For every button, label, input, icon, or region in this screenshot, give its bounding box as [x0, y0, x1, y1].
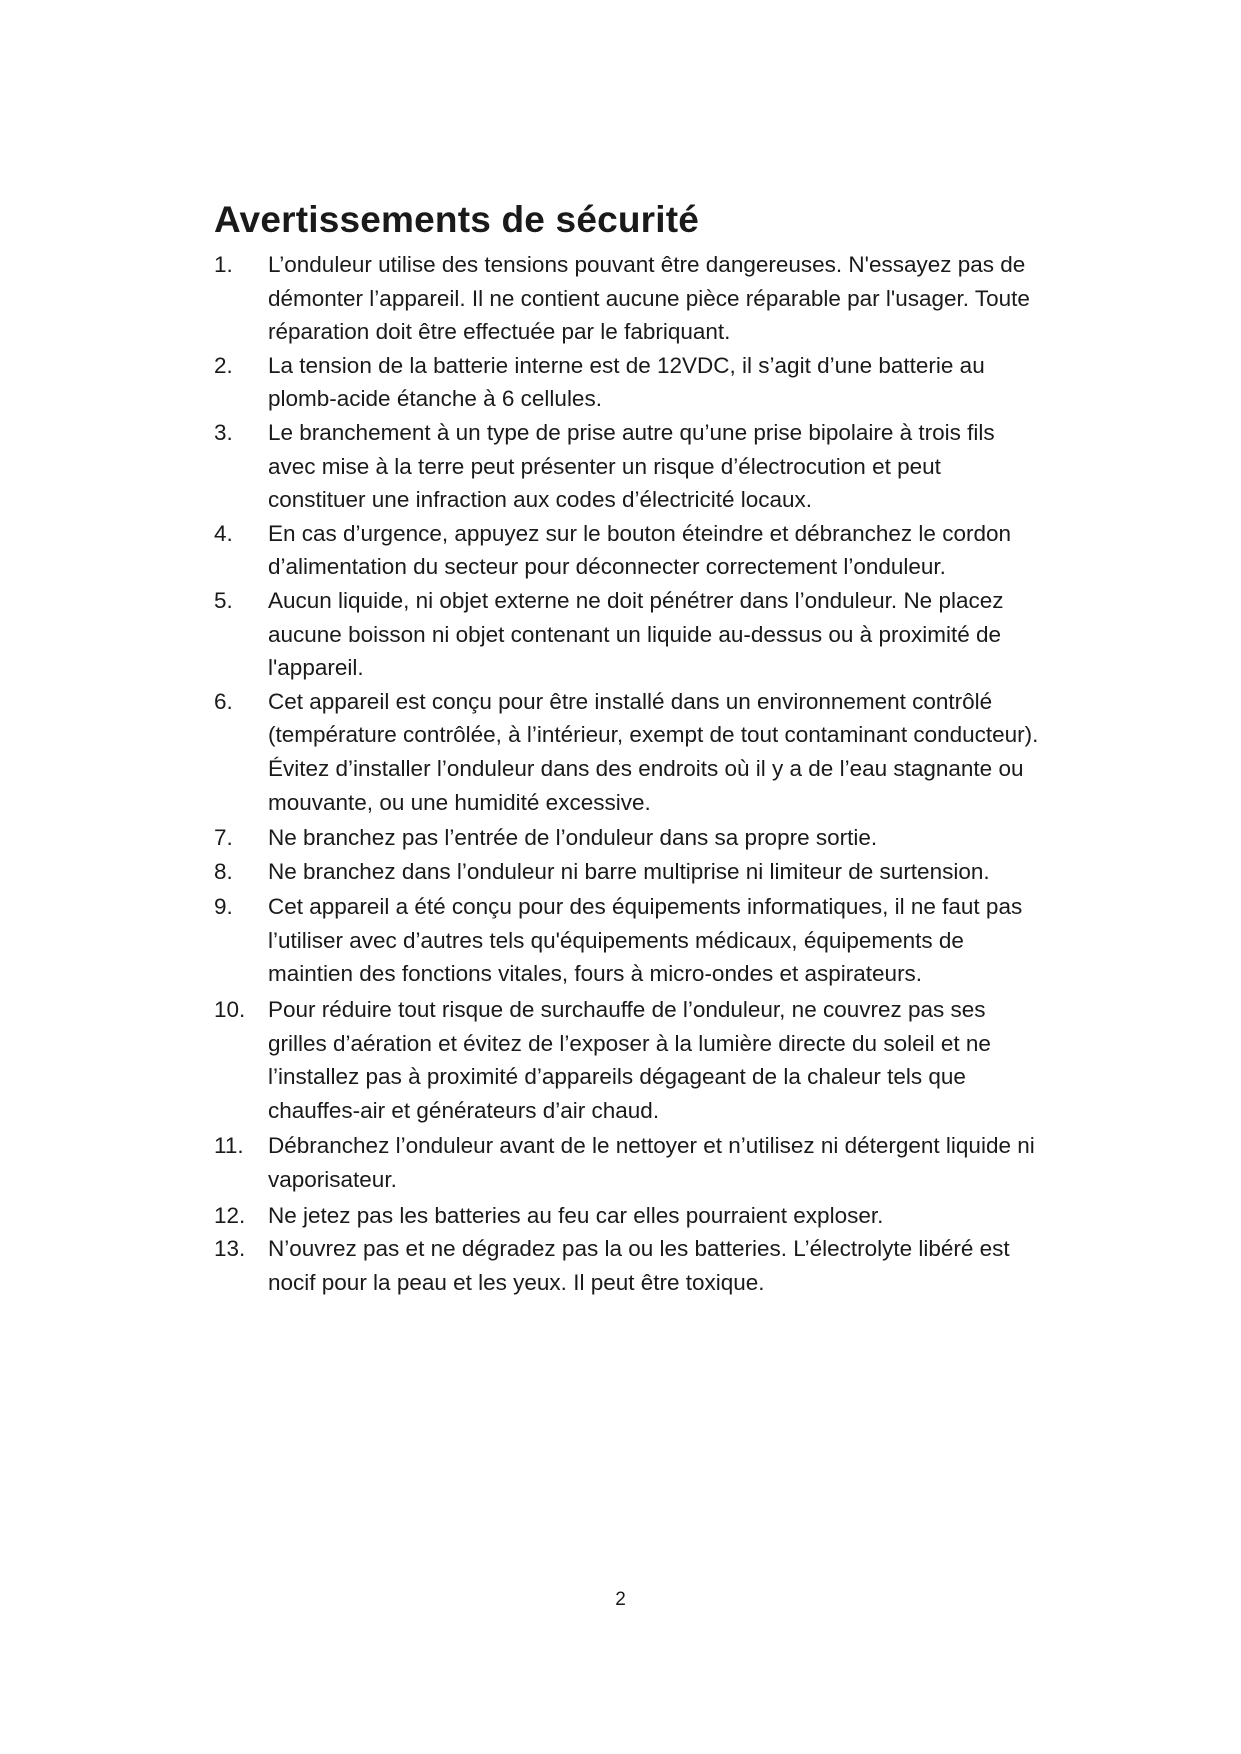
- list-item-text: Aucun liquide, ni objet externe ne doit pénétrer dans l’onduleur. Ne placez aucune boisson ni objet contenant un liquide au-dessus ou à proximité de l'appareil.: [268, 587, 1004, 681]
- list-item-text: Ne branchez pas l’entrée de l’onduleur dans sa propre sortie.: [268, 825, 878, 851]
- list-item: [214, 993, 1044, 1127]
- list-item-text: Ne jetez pas les batteries au feu car elles pourraient exploser.: [268, 1202, 884, 1228]
- list-item-number: 10.: [214, 997, 246, 1023]
- list-item: [214, 1129, 1044, 1196]
- list-item-number: 1.: [214, 252, 233, 277]
- list-item-text: Le branchement à un type de prise autre qu’une prise bipolaire à trois fils avec mise à la terre peut présenter un risque d’électrocution et peut constituer une infraction aux codes d’électricité locaux.: [268, 419, 995, 513]
- list-item-text: Débranchez l’onduleur avant de le nettoyer et n’utilisez ni détergent liquide ni vaporisateur.: [268, 1133, 1035, 1193]
- list-item: [214, 416, 1044, 517]
- list-item-number: 13.: [214, 1236, 246, 1262]
- list-item-number: 11.: [214, 1133, 244, 1159]
- list-item-number: 12.: [214, 1202, 246, 1228]
- list-item-text: Ne branchez dans l’onduleur ni barre multiprise ni limiteur de surtension.: [268, 858, 990, 884]
- page-content: [214, 196, 1044, 1299]
- safety-warnings-list: [214, 248, 1044, 1299]
- list-item: [214, 890, 1044, 991]
- list-item-text: N’ouvrez pas et ne dégradez pas la ou les batteries. L’électrolyte libéré est nocif pour la peau et les yeux. Il peut être toxique.: [268, 1236, 1010, 1295]
- list-item: [214, 1199, 1044, 1233]
- list-item-text: Cet appareil a été conçu pour des équipements informatiques, il ne faut pas l’utiliser avec d’autres tels qu'équipements médicaux, équipements de maintien des fonctions vitales, fours à micro-ondes et aspirateurs.: [268, 894, 1023, 987]
- list-item: [214, 1232, 1044, 1299]
- list-item-number: 2.: [214, 352, 233, 378]
- list-item: [214, 248, 1044, 349]
- list-item-number: 8.: [214, 858, 233, 884]
- list-item-text: En cas d’urgence, appuyez sur le bouton éteindre et débranchez le cordon d’alimentation du secteur pour déconnecter correctement l’onduleur.: [268, 520, 1011, 580]
- list-item: [214, 821, 1044, 855]
- page-number: 2: [615, 1589, 626, 1610]
- list-item: [214, 349, 1044, 416]
- list-item-number: 3.: [214, 419, 233, 445]
- list-item-number: 4.: [214, 520, 233, 546]
- list-item-number: 5.: [214, 587, 233, 613]
- list-item-text: La tension de la batterie interne est de 12VDC, il s’agit d’une batterie au plomb-acide étanche à 6 cellules.: [268, 352, 985, 412]
- list-item-text: Cet appareil est conçu pour être installé dans un environnement contrôlé (température contrôlée, à l’intérieur, exempt de tout contaminant conducteur). Évitez d’installer l’onduleur dans des endroits où il y a de l’eau stagnante ou mouvante, ou une humidité excessive.: [268, 688, 1039, 815]
- list-item-number: 7.: [214, 825, 233, 851]
- list-item-number: 9.: [214, 894, 233, 920]
- list-item: [214, 685, 1044, 819]
- list-item-text: L’onduleur utilise des tensions pouvant être dangereuses. N'essayez pas de démonter l’appareil. Il ne contient aucune pièce réparable par l'usager. Toute réparation doit être effectuée par le fabriquant.: [268, 252, 1030, 345]
- list-item: [214, 855, 1044, 889]
- list-item: [214, 584, 1044, 685]
- page-title: Avertissements de sécurité: [214, 199, 700, 240]
- list-item: [214, 517, 1044, 584]
- list-item-text: Pour réduire tout risque de surchauffe de l’onduleur, ne couvrez pas ses grilles d’aération et évitez de l’exposer à la lumière directe du soleil et ne l’installez pas à proximité d’appareils dégageant de la chaleur tels que chauffes-air et générateurs d’air chaud.: [268, 997, 991, 1123]
- list-item-number: 6.: [214, 688, 233, 714]
